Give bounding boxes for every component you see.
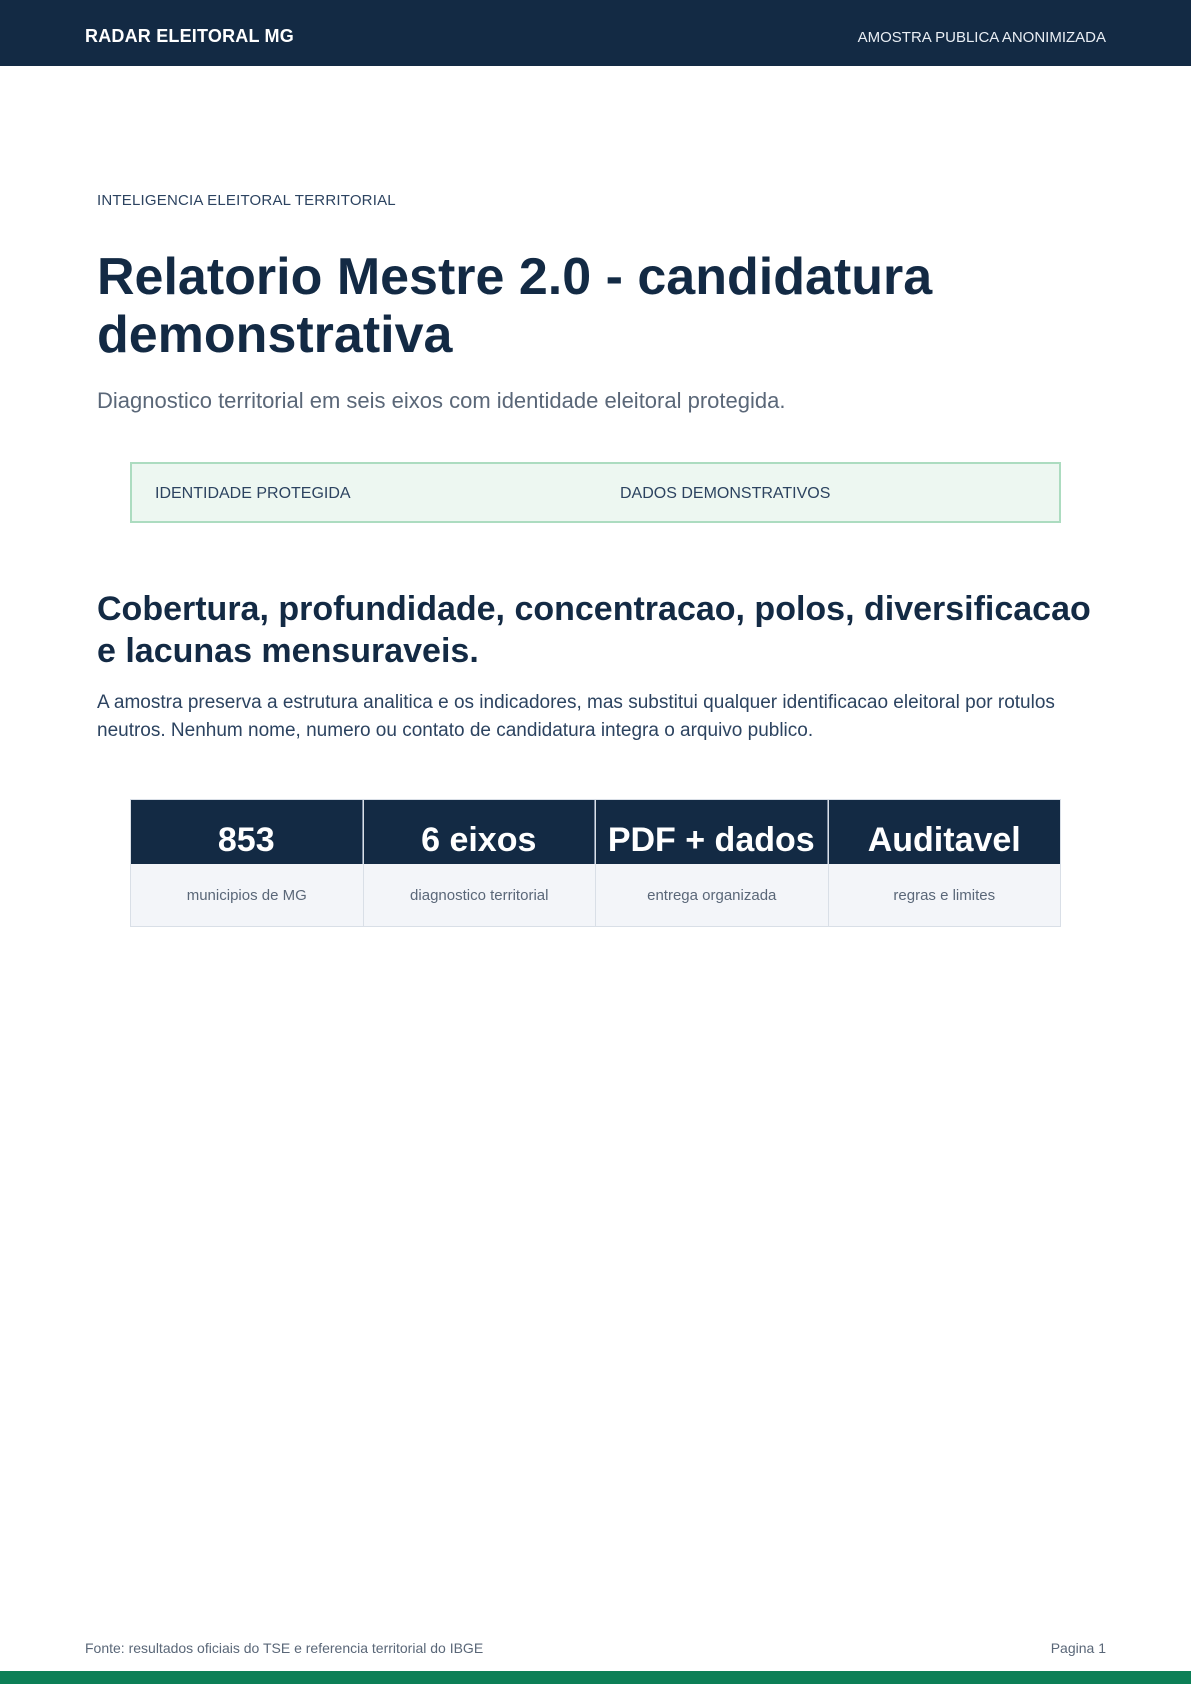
stat-card: [596, 800, 829, 926]
eyebrow-label: INTELIGENCIA ELEITORAL TERRITORIAL: [97, 192, 396, 209]
stat-label: entrega organizada: [596, 864, 828, 926]
stat-label: municipios de MG: [131, 864, 363, 926]
stat-card: [131, 800, 364, 926]
stat-value: Auditavel: [829, 800, 1061, 864]
stat-value: 6 eixos: [364, 800, 596, 864]
section-body: A amostra preserva a estrutura analitica e os indicadores, mas substitui qualquer identificacao eleitoral por rotulos neutros. Nenhum nome, numero ou contato de candidatura integra o arquivo publico.: [97, 692, 1055, 741]
stat-card: [364, 800, 597, 926]
status-banner: [130, 462, 1061, 523]
stat-value: 853: [131, 800, 363, 864]
banner-data-label: DADOS DEMONSTRATIVOS: [620, 485, 831, 502]
page-subtitle: Diagnostico territorial em seis eixos com identidade eleitoral protegida.: [97, 388, 786, 413]
top-bar: [0, 0, 1191, 66]
sample-tag: AMOSTRA PUBLICA ANONIMIZADA: [857, 29, 1106, 46]
bottom-accent-stripe: [0, 1671, 1191, 1684]
stat-label: diagnostico territorial: [364, 864, 596, 926]
page-number: Pagina 1: [1050, 1640, 1106, 1656]
stat-value: PDF + dados: [596, 800, 828, 864]
brand-name: RADAR ELEITORAL MG: [85, 26, 294, 46]
banner-identity-label: IDENTIDADE PROTEGIDA: [155, 485, 351, 502]
stats-grid: [130, 799, 1061, 927]
page-title: Relatorio Mestre 2.0 - candidatura demonstrativa: [97, 248, 933, 364]
stat-label: regras e limites: [829, 864, 1061, 926]
stat-card: [829, 800, 1061, 926]
footer-source: Fonte: resultados oficiais do TSE e referencia territorial do IBGE: [85, 1640, 484, 1656]
section-title: Cobertura, profundidade, concentracao, polos, diversificacao e lacunas mensuraveis.: [97, 590, 1091, 670]
